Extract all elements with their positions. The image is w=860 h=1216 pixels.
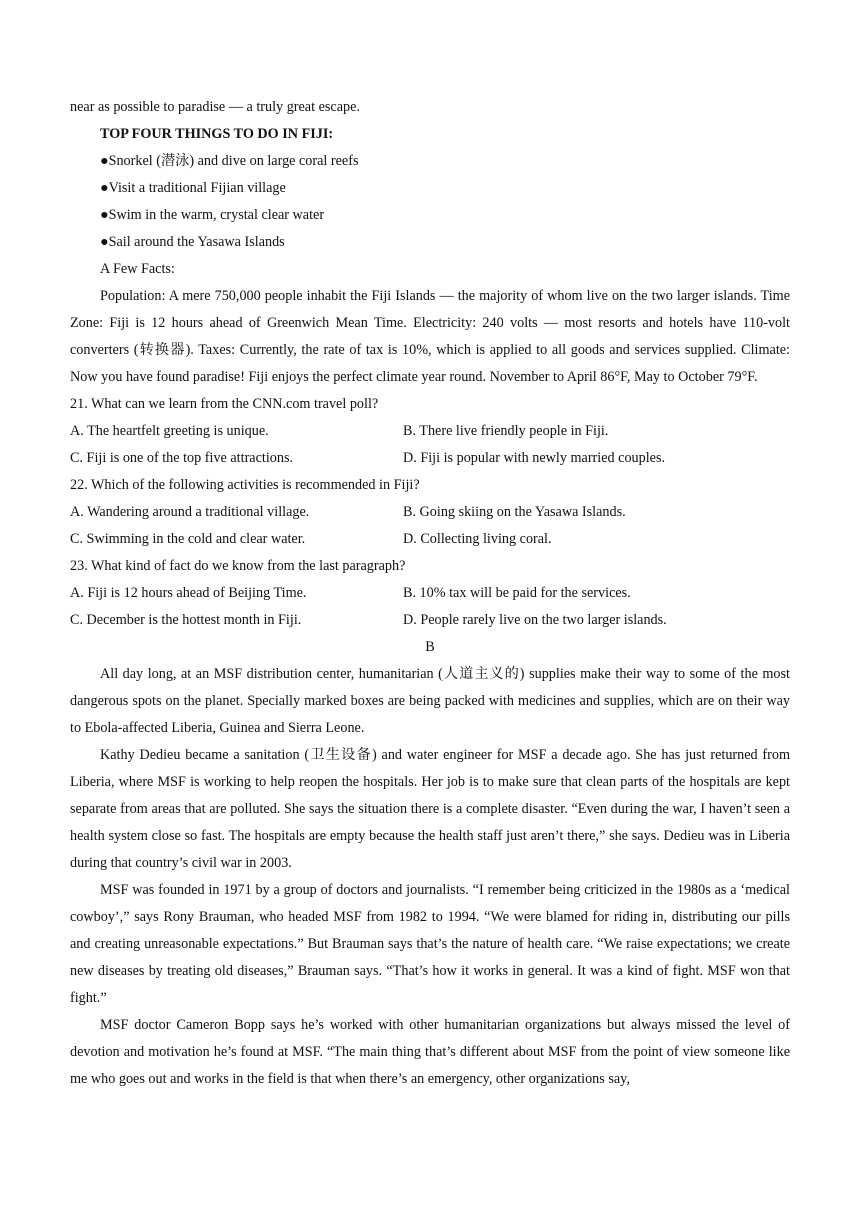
option-b: B. Going skiing on the Yasawa Islands. (403, 504, 626, 520)
facts-heading: A Few Facts: (100, 261, 175, 277)
option-d: D. Fiji is popular with newly married couples. (403, 450, 666, 466)
option-a: A. Fiji is 12 hours ahead of Beijing Time. (70, 585, 307, 601)
bullet-item: ●Visit a traditional Fijian village (100, 180, 286, 196)
options-row (70, 607, 790, 634)
question-stem: 21. What can we learn from the CNN.com travel poll? (70, 396, 379, 412)
passage-b-paragraph: MSF was founded in 1971 by a group of doctors and journalists. “I remember being criticized in the 1980s as a ‘medical cowboy’,” says Rony Brauman, who headed MSF from 1982 to 1994. “We were blamed for riding in, distributing our pills and creating unreasonable expectations.” But Brauman says that’s the nature of health care. “We raise expectations; we create new diseases by treating old diseases,” Brauman says. “That’s how it works in general. It was a kind of fight. MSF won that fight.” (70, 882, 790, 1006)
passage-b-paragraph: All day long, at an MSF distribution center, humanitarian (人道主义的) supplies make their way to some of the most dangerous spots on the planet. Specially marked boxes are being packed with medicines and supplies, which are on their way to Ebola-affected Liberia, Guinea and Sierra Leone. (70, 666, 790, 736)
option-d: D. People rarely live on the two larger islands. (403, 612, 667, 628)
section-b-label: B (425, 639, 435, 655)
question-stem: 22. Which of the following activities is recommended in Fiji? (70, 477, 420, 493)
question-stem: 23. What kind of fact do we know from the last paragraph? (70, 558, 406, 574)
options-row (70, 526, 790, 553)
question-22 (70, 472, 790, 553)
bullet-item: ●Sail around the Yasawa Islands (100, 234, 285, 250)
option-d: D. Collecting living coral. (403, 531, 552, 547)
bullet-item: ●Swim in the warm, crystal clear water (100, 207, 325, 223)
option-c: C. December is the hottest month in Fiji. (70, 612, 302, 628)
intro-tail-text: near as possible to paradise — a truly great escape. (70, 99, 360, 115)
option-b: B. There live friendly people in Fiji. (403, 423, 609, 439)
option-c: C. Swimming in the cold and clear water. (70, 531, 306, 547)
options-row (70, 580, 790, 607)
question-23 (70, 553, 790, 634)
top-four-heading: TOP FOUR THINGS TO DO IN FIJI: (100, 126, 334, 142)
options-row (70, 418, 790, 445)
options-row (70, 445, 790, 472)
document-page (70, 94, 790, 1093)
question-21 (70, 391, 790, 472)
options-row (70, 499, 790, 526)
passage-b-paragraph: Kathy Dedieu became a sanitation (卫生设备) and water engineer for MSF a decade ago. She has just returned from Liberia, where MSF is working to help reopen the hospitals. Her job is to make sure that clean parts of the hospitals are kept separate from areas that are polluted. She says the situation there is a complete disaster. “Even during the war, I haven’t seen a health system close so fast. The hospitals are empty because the health staff just aren’t there,” she says. Dedieu was in Liberia during that country’s civil war in 2003. (70, 747, 790, 871)
option-b: B. 10% tax will be paid for the services. (403, 585, 631, 601)
passage-b-paragraph: MSF doctor Cameron Bopp says he’s worked with other humanitarian organizations but always missed the level of devotion and motivation he’s found at MSF. “The main thing that’s different about MSF from the point of view someone like me who goes out and works in the field is that when there’s an emergency, other organizations say, (70, 1017, 790, 1087)
option-a: A. Wandering around a traditional village. (70, 504, 310, 520)
option-c: C. Fiji is one of the top five attractions. (70, 450, 294, 466)
bullet-item: ●Snorkel (潜泳) and dive on large coral reefs (100, 153, 359, 169)
option-a: A. The heartfelt greeting is unique. (70, 423, 269, 439)
facts-paragraph: Population: A mere 750,000 people inhabit the Fiji Islands — the majority of whom live on the two larger islands. Time Zone: Fiji is 12 hours ahead of Greenwich Mean Time. Electricity: 240 volts — most resorts and hotels have 110-volt converters (转换器). Taxes: Currently, the rate of tax is 10%, which is applied to all goods and services supplied. Climate: Now you have found paradise! Fiji enjoys the perfect climate year round. November to April 86°F, May to October 79°F. (70, 288, 790, 385)
